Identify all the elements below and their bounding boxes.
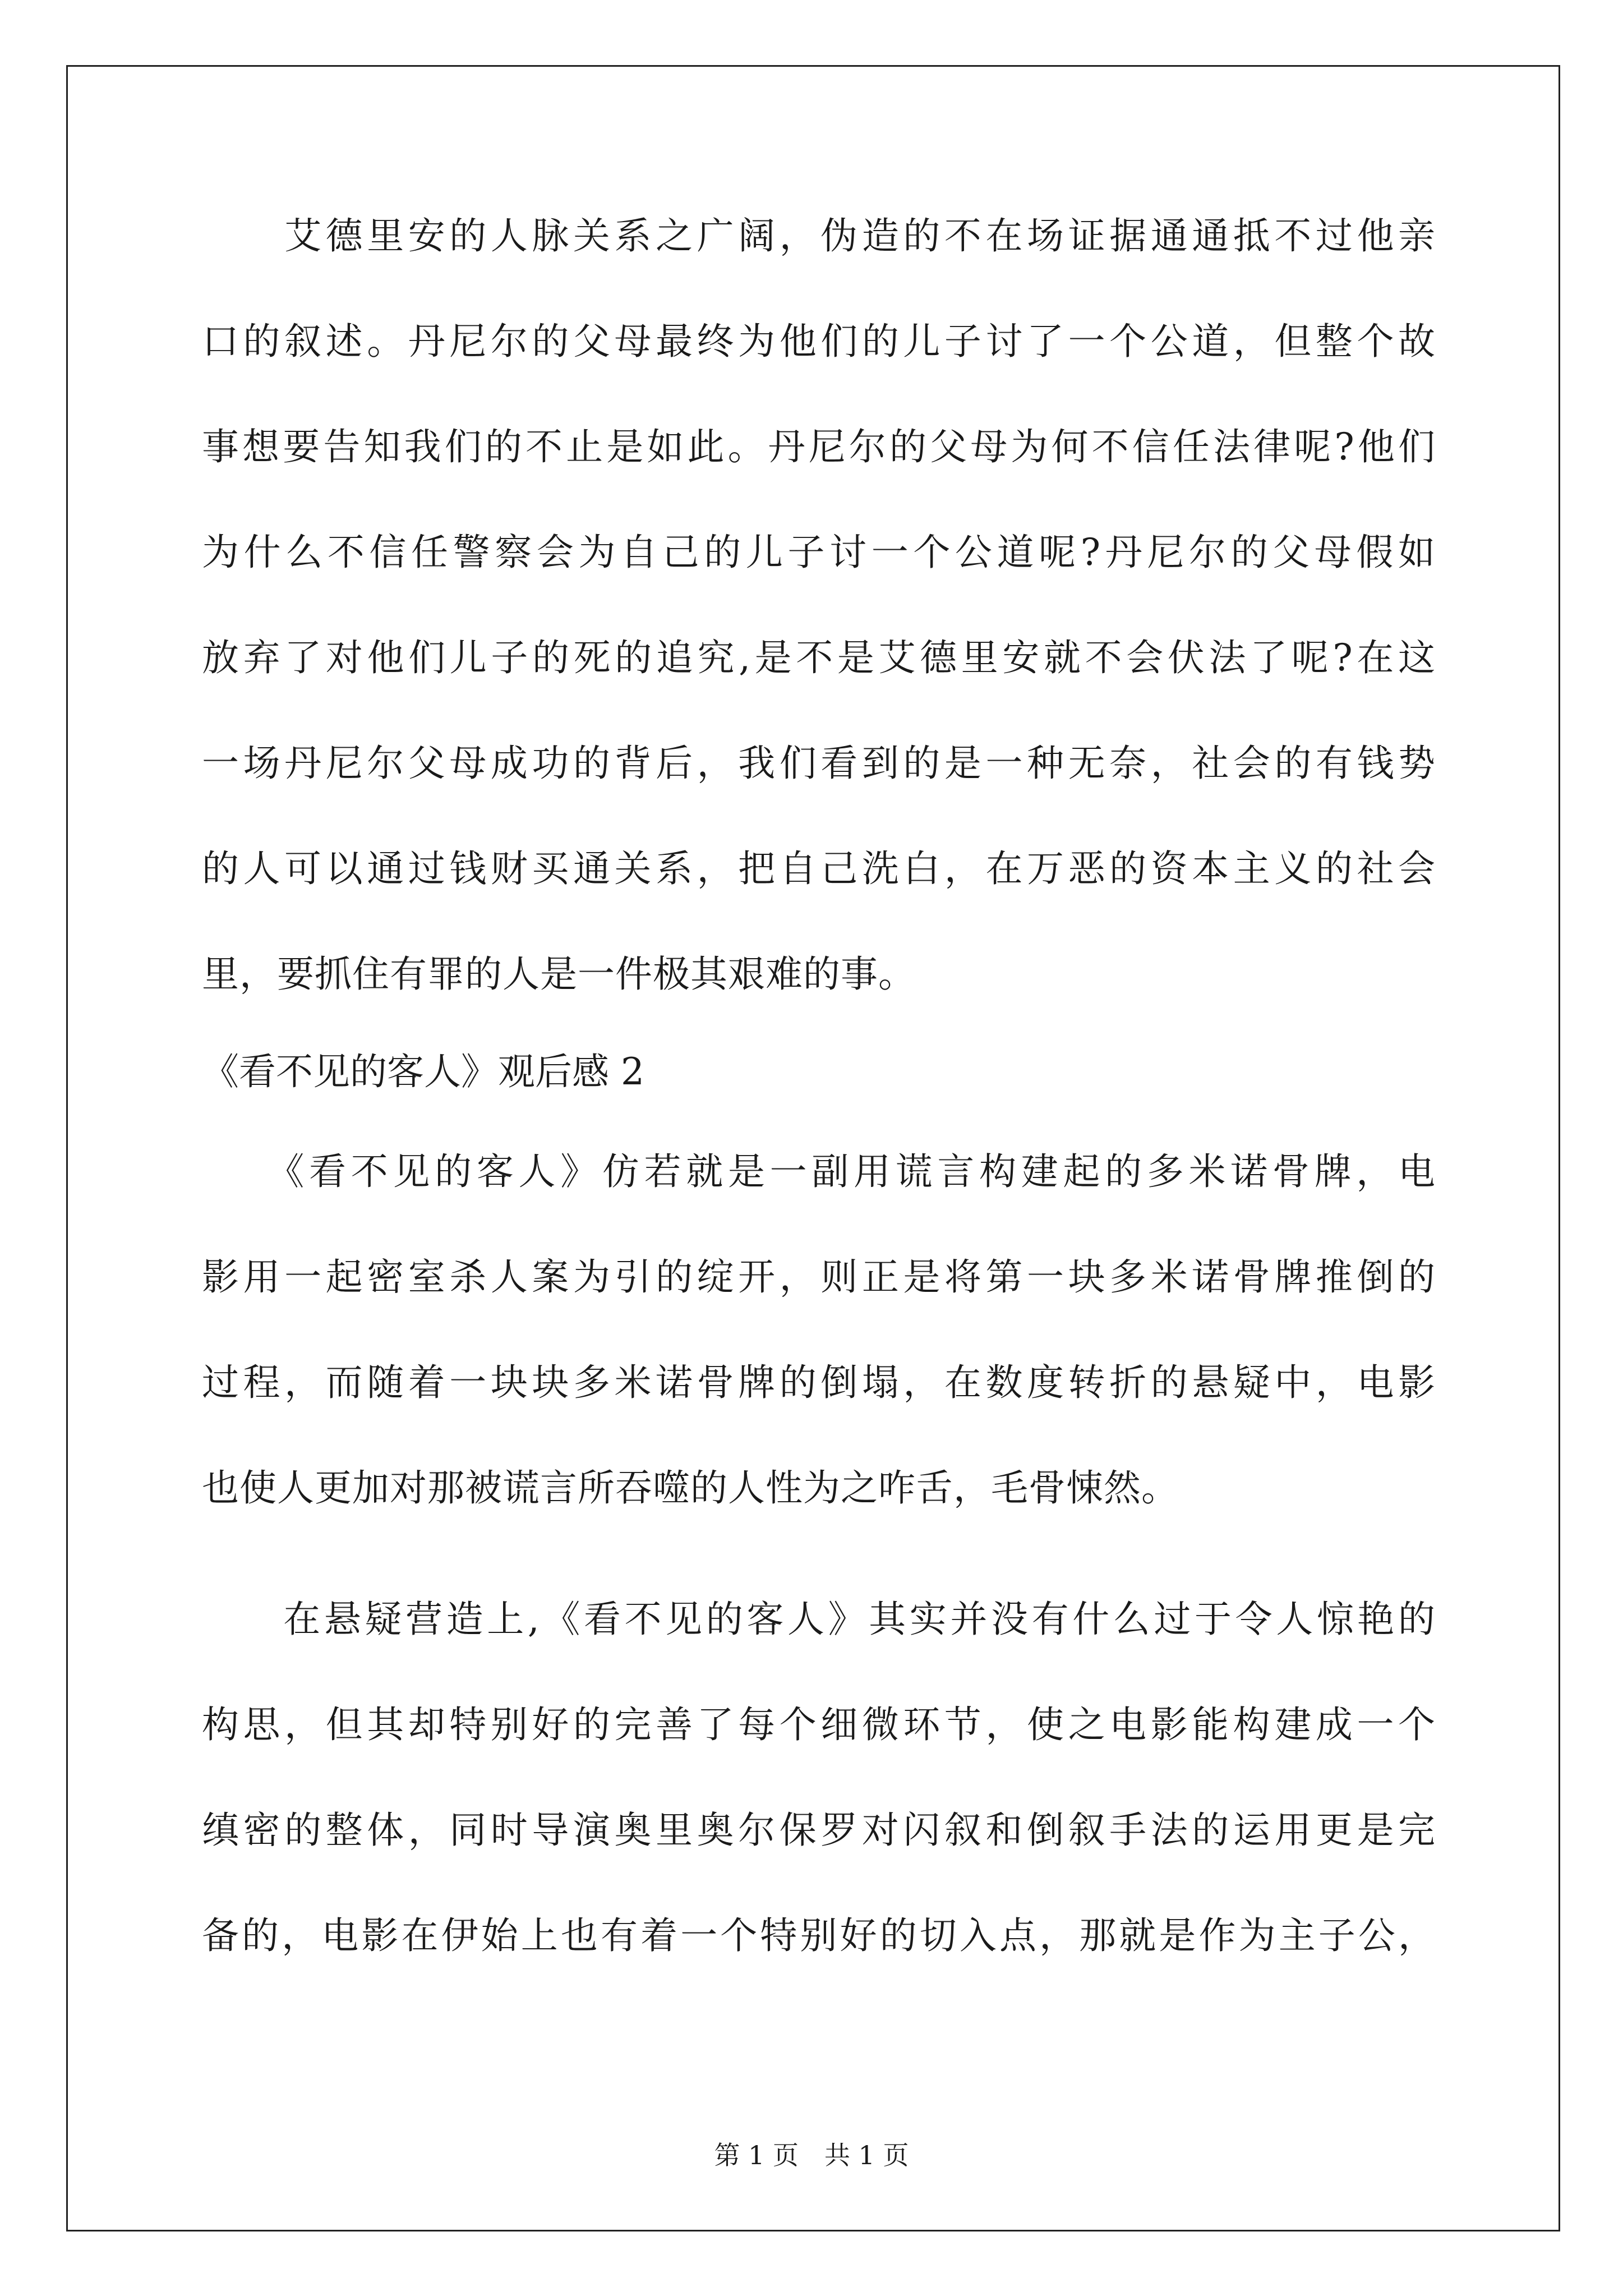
text-line: 里，要抓住有罪的人是一件极其艰难的事。 xyxy=(202,953,916,996)
text-line: 艾德里安的人脉关系之广阔，伪造的不在场证据通通抵不过他亲 xyxy=(202,214,1436,257)
text-line: 缜密的整体，同时导演奥里奥尔保罗对闪叙和倒叙手法的运用更是完 xyxy=(202,1809,1436,1852)
text-line: 也使人更加对那被谎言所吞噬的人性为之咋舌，毛骨悚然。 xyxy=(202,1466,1179,1510)
text-line: 的人可以通过钱财买通关系，把自己洗白，在万恶的资本主义的社会 xyxy=(202,847,1436,890)
section-heading: 《看不见的客人》观后感 2 xyxy=(202,1050,644,1093)
text-line: 一场丹尼尔父母成功的背后，我们看到的是一种无奈，社会的有钱势 xyxy=(202,742,1436,785)
text-line: 放弃了对他们儿子的死的追究,是不是艾德里安就不会伏法了呢?在这 xyxy=(202,636,1436,679)
page-footer: 第 1 页 共 1 页 xyxy=(714,2140,909,2170)
text-line: 过程，而随着一块块多米诺骨牌的倒塌，在数度转折的悬疑中，电影 xyxy=(202,1361,1436,1404)
text-line: 备的，电影在伊始上也有着一个特别好的切入点，那就是作为主子公， xyxy=(202,1914,1436,1957)
text-line: 为什么不信任警察会为自己的儿子讨一个公道呢?丹尼尔的父母假如 xyxy=(202,531,1436,574)
text-line: 在悬疑营造上,《看不见的客人》其实并没有什么过于令人惊艳的 xyxy=(202,1598,1436,1641)
text-line: 影用一起密室杀人案为引的绽开，则正是将第一块多米诺骨牌推倒的 xyxy=(202,1255,1436,1299)
text-line: 构思，但其却特别好的完善了每个细微环节，使之电影能构建成一个 xyxy=(202,1703,1436,1746)
text-line: 《看不见的客人》仿若就是一副用谎言构建起的多米诺骨牌，电 xyxy=(202,1150,1436,1193)
text-line: 事想要告知我们的不止是如此。丹尼尔的父母为何不信任法律呢?他们 xyxy=(202,425,1436,468)
text-line: 口的叙述。丹尼尔的父母最终为他们的儿子讨了一个公道，但整个故 xyxy=(202,320,1436,363)
